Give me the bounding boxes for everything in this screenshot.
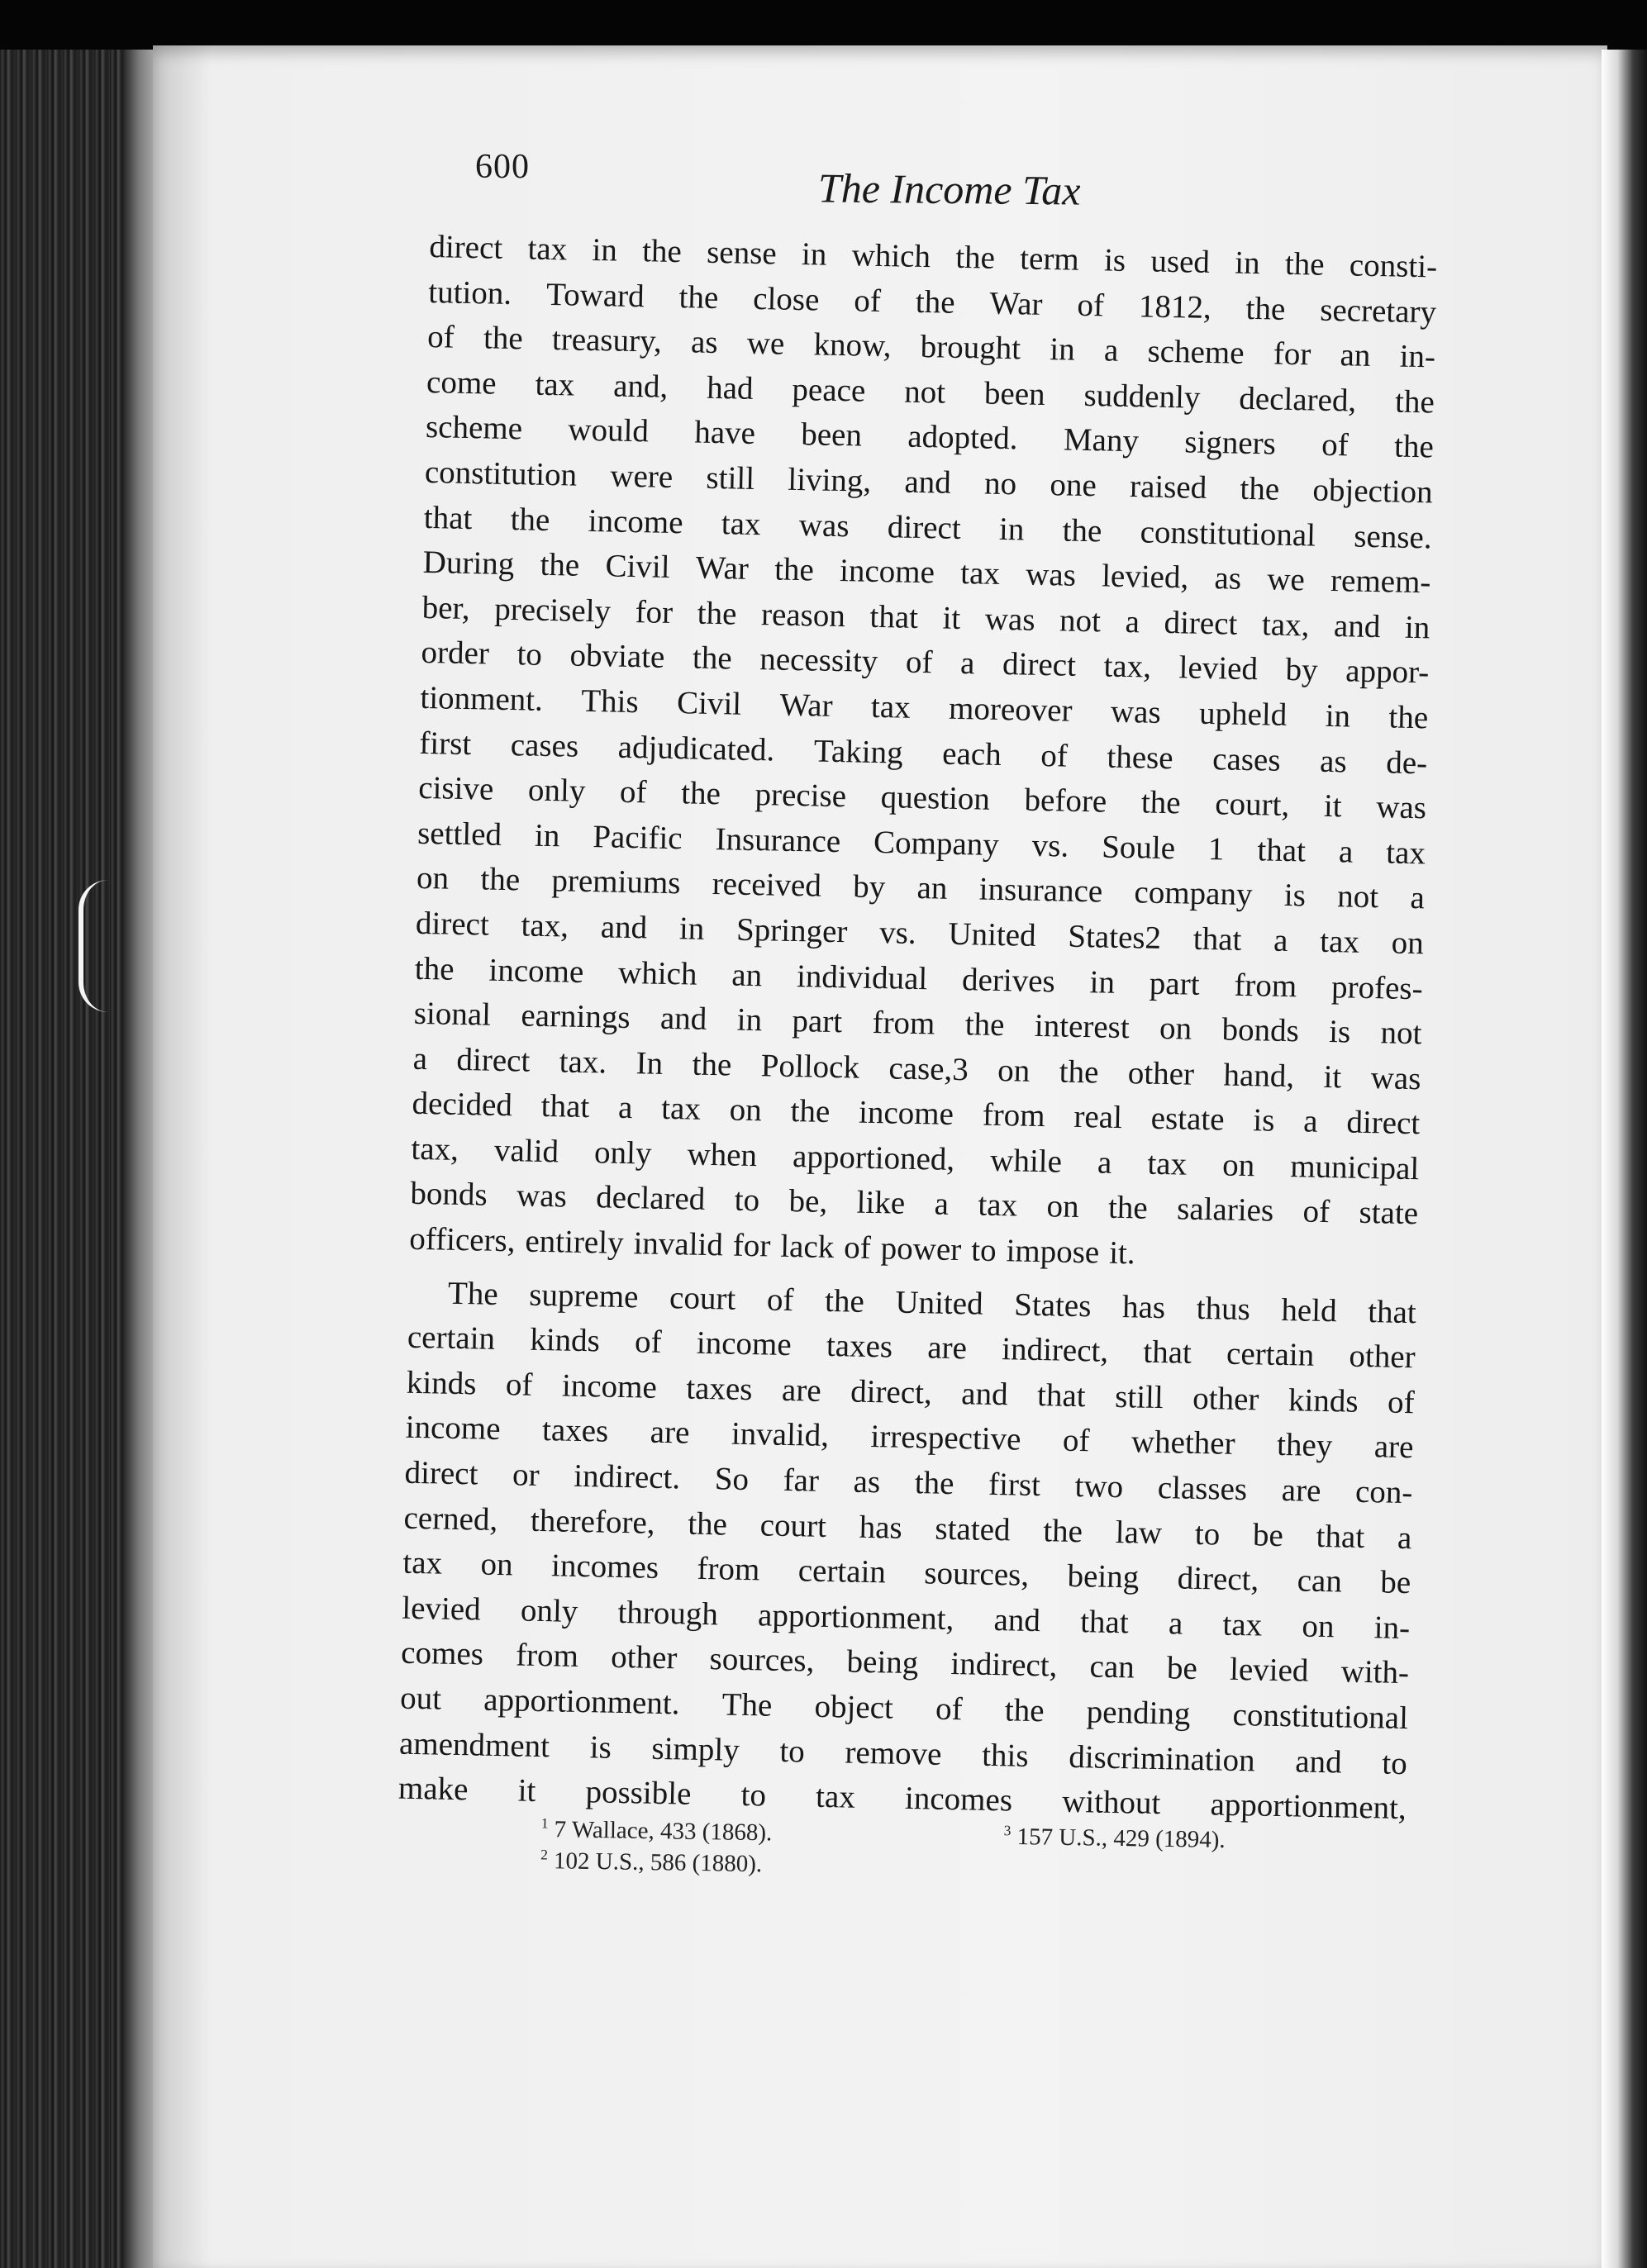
footnote-3-mark: 3 bbox=[1003, 1822, 1012, 1839]
footnote-1-mark: 1 bbox=[540, 1814, 549, 1832]
text-line: scheme would have been adopted. Many signers of the bbox=[425, 409, 1435, 465]
text-line: constitution were still living, and no one raised the objection bbox=[424, 454, 1434, 511]
text-line: the income which an individual derives in part from profes- bbox=[414, 950, 1424, 1006]
text-line: direct or indirect. So far as the first two classes are con- bbox=[404, 1454, 1413, 1511]
text-line: direct tax, and in Springer vs. United States2 that a tax on bbox=[415, 905, 1425, 962]
text-line: settled in Pacific Insurance Company vs. Soule 1 that a tax bbox=[417, 815, 1426, 872]
footnote-1 bbox=[540, 1816, 772, 1846]
footnote-2 bbox=[540, 1847, 763, 1877]
text-line: kinds of income taxes are direct, and that still other kinds of bbox=[406, 1364, 1415, 1421]
footnotes bbox=[540, 1814, 1326, 1889]
text-line: order to obviate the necessity of a direct tax, levied by appor- bbox=[421, 635, 1430, 691]
text-line: certain kinds of income taxes are indirect, that certain other bbox=[407, 1319, 1416, 1376]
text-line: amendment is simply to remove this discrimination and to bbox=[398, 1725, 1408, 1781]
text-line: decided that a tax on the income from real estate is a direct bbox=[412, 1086, 1421, 1142]
text-line: cisive only of the precise question before the court, it was bbox=[417, 769, 1427, 826]
binding-thread bbox=[79, 880, 108, 1012]
text-line: comes from other sources, being indirect, can be levied with- bbox=[400, 1635, 1410, 1691]
text-line: on the premiums received by an insurance company is not a bbox=[416, 860, 1426, 916]
page-number: 600 bbox=[475, 148, 530, 186]
text-line: make it possible to tax incomes without apportionment, bbox=[397, 1770, 1407, 1827]
text-line: out apportionment. The object of the pending constitutional bbox=[399, 1680, 1409, 1737]
text-line: that the income tax was direct in the constitutional sense. bbox=[423, 499, 1433, 555]
text-line: The supreme court of the United States has thus held that bbox=[447, 1275, 1417, 1330]
footnote-2-text: 102 U.S., 586 (1880). bbox=[553, 1847, 763, 1878]
page-right-edge bbox=[1602, 50, 1647, 2268]
running-head: The Income Tax bbox=[817, 164, 1081, 214]
text-line: of the treasury, as we know, brought in a scheme for an in- bbox=[426, 319, 1436, 375]
text-line: cerned, therefore, the court has stated the law to be that a bbox=[403, 1500, 1412, 1556]
text-line: a direct tax. In the Pollock case,3 on the other hand, it was bbox=[412, 1040, 1421, 1096]
text-line: During the Civil War the income tax was levied, as we remem- bbox=[422, 544, 1431, 601]
text-line: levied only through apportionment, and that a tax on in- bbox=[401, 1590, 1411, 1646]
text-line: first cases adjudicated. Taking each of these cases as de- bbox=[418, 725, 1428, 781]
text-line: direct tax in the sense in which the term is used in the consti- bbox=[429, 228, 1438, 285]
text-line: come tax and, had peace not been suddenly declared, the bbox=[426, 364, 1435, 421]
footnote-2-mark: 2 bbox=[540, 1846, 549, 1863]
text-line: tution. Toward the close of the War of 1812, the secretary bbox=[427, 273, 1437, 330]
footnote-3-text: 157 U.S., 429 (1894). bbox=[1016, 1823, 1226, 1854]
footnote-3 bbox=[1003, 1821, 1226, 1856]
text-line: ber, precisely for the reason that it was not a direct tax, and in bbox=[421, 589, 1430, 646]
footnote-1-text: 7 Wallace, 433 (1868). bbox=[554, 1816, 773, 1847]
text-line: bonds was declared to be, like a tax on the salaries of state bbox=[410, 1176, 1419, 1232]
text-line: tax on incomes from certain sources, being direct, can be bbox=[402, 1544, 1411, 1601]
text-line: tionment. This Civil War tax moreover was upheld in the bbox=[420, 679, 1429, 736]
text-line: sional earnings and in part from the interest on bonds is not bbox=[413, 995, 1422, 1052]
text-line: tax, valid only when apportioned, while a tax on municipal bbox=[411, 1130, 1420, 1187]
body-text bbox=[397, 225, 1437, 1832]
text-line: income taxes are invalid, irrespective of whether they are bbox=[405, 1410, 1414, 1466]
text-line: officers, entirely invalid for lack of power to impose it. bbox=[408, 1220, 1136, 1272]
